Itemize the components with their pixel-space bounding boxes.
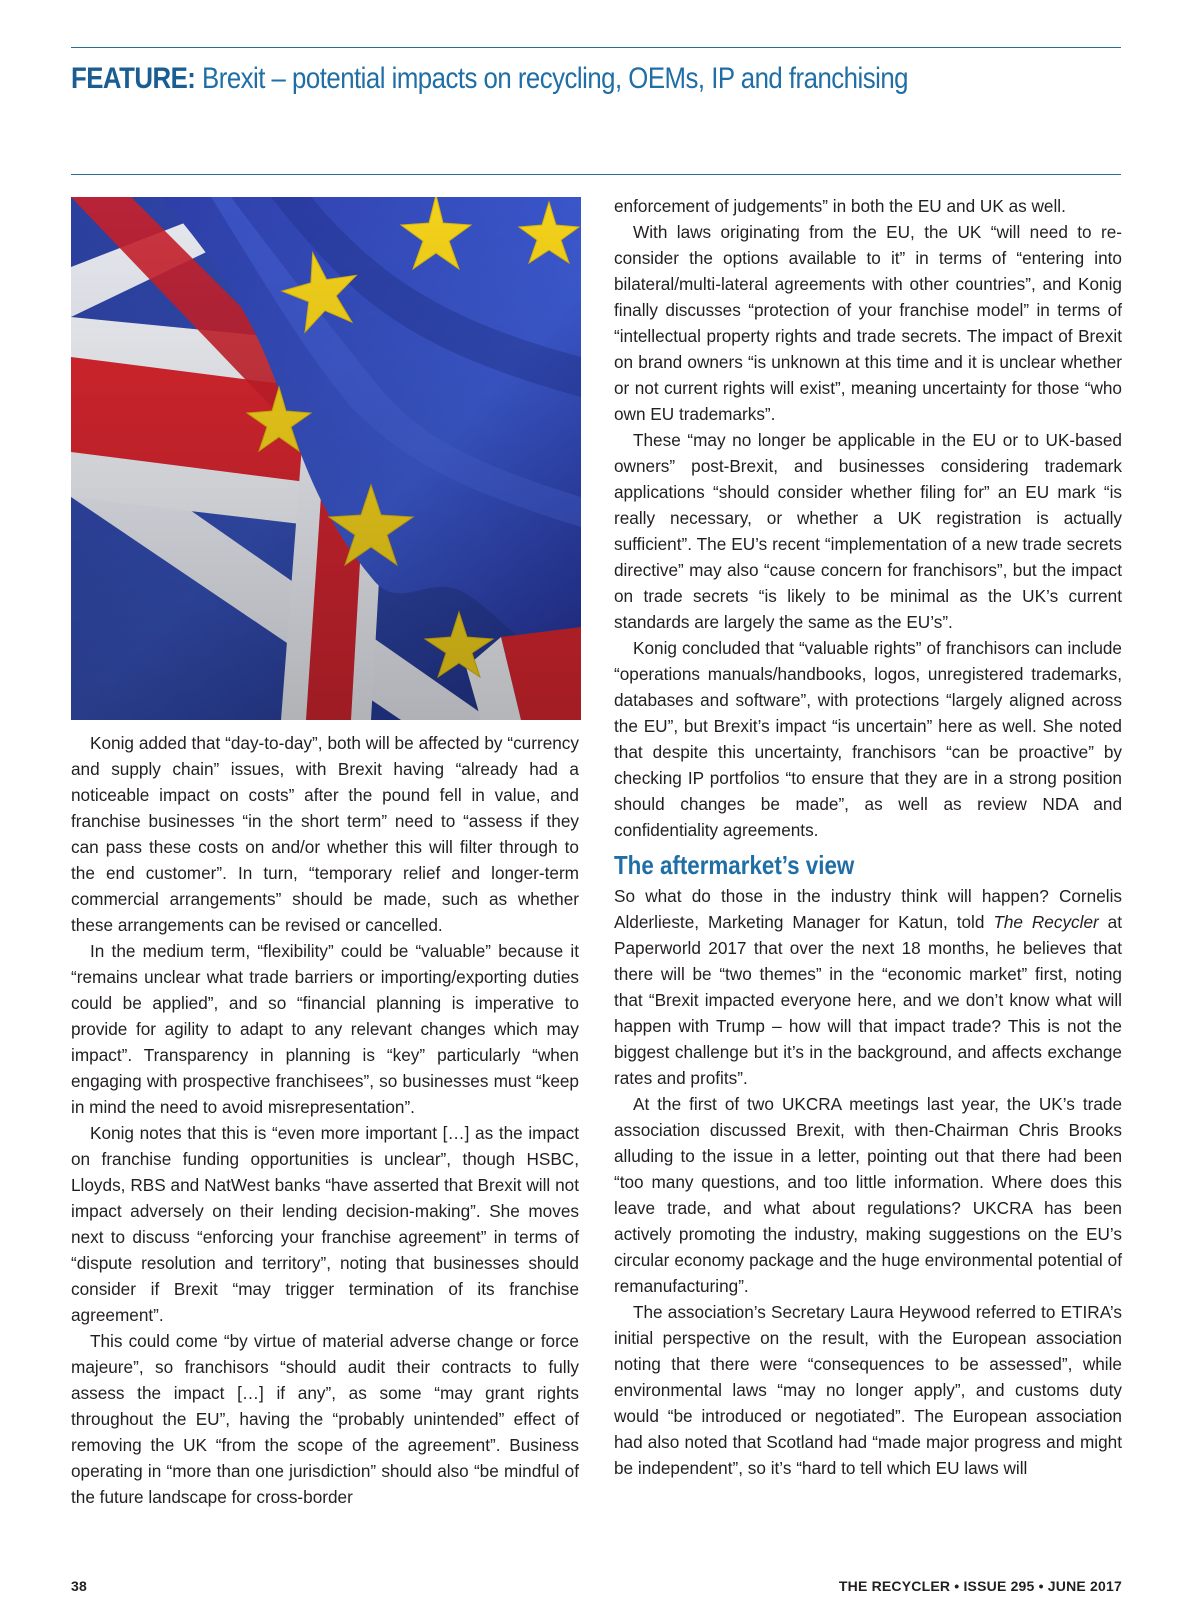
- page-headline: [71, 62, 974, 96]
- body-paragraph: Konig notes that this is “even more important […] as the impact on franchise funding opportunities is unclear”, though HSBC, Lloyds, RBS and NatWest banks “have asserted that Brexit will not impact adversely on their lending decision-making”. She moves next to discuss “enforcing your franchise agreement” in terms of “dispute resolution and territory”, noting that businesses should consider if Brexit “may trigger termination of its franchise agreement”.: [71, 1123, 579, 1325]
- body-paragraph: Konig added that “day-to-day”, both will be affected by “currency and supply chain” issues, with Brexit having “already had a noticeable impact on costs” after the pound fell in value, and franchise businesses “in the short term” need to “assess if they can pass these costs on and/or whether this will filter through to the end customer”. In turn, “temporary relief and longer-term commercial arrangements” should be made, such as whether these arrangements can be revised or cancelled.: [71, 733, 579, 935]
- left-column: [71, 730, 579, 1510]
- body-paragraph: In the medium term, “flexibility” could be “valuable” because it “remains unclear what trade barriers or importing/exporting duties could be applied”, and so “financial planning is imperative to provide for agility to adapt to any relevant changes which may impact”. Transparency in planning is “key” particularly “when engaging with prospective franchisees”, so businesses must “keep in mind the need to avoid misrepresentation”.: [71, 941, 579, 1117]
- aftermarket-intro-text: at Paperworld 2017 that over the next 18 months, he believes that there will be “two themes” in the “economic market” first, noting that “Brexit impacted everyone here, and we don’t know what will happen with Trump – how will that impact trade? This is not the biggest challenge but it’s in the background, and affects exchange rates and profits”.: [614, 912, 1123, 1088]
- continued-paragraph: enforcement of judgements” in both the EU and UK as well.: [614, 196, 1066, 216]
- body-paragraph: At the first of two UKCRA meetings last year, the UK’s trade association discussed Brexit, with then-Chairman Chris Brooks alluding to the issue in a letter, pointing out that there had been “too many questions, and too little information. Where does this leave trade, and what about regulations? UKCRA has been actively promoting the industry, making suggestions on the EU’s circular economy package and the huge environmental potential of remanufacturing”.: [614, 1094, 1122, 1296]
- header-bottom-rule: [71, 174, 1121, 175]
- body-paragraph: With laws originating from the EU, the UK “will need to re-consider the options available to it” in terms of “entering into bilateral/multi-lateral agreements with other countries”, and Konig finally discusses “protection of your franchise model” in terms of “intellectual property rights and trade secrets. The impact of Brexit on brand owners “is unknown at this time and it is unclear whether or not current rights will exist”, meaning uncertainty for those “who own EU trademarks”.: [614, 222, 1122, 424]
- right-column: [614, 193, 1122, 1481]
- aftermarket-intro-text: So what do those in the industry think will happen? Cornelis Alderlieste, Marketing Manager for Katun, told: [614, 886, 1122, 932]
- body-paragraph: [614, 883, 1122, 1091]
- body-paragraph: These “may no longer be applicable in the EU or to UK-based owners” post-Brexit, and businesses considering trademark applications “should consider whether filing for” an EU mark “is really necessary, or whether a UK registration is actually sufficient”. The EU’s recent “implementation of a new trade secrets directive” may also “cause concern for franchisors”, but the impact on trade secrets “is likely to be minimal as the UK’s current standards are largely the same as the EU’s”.: [614, 430, 1122, 632]
- body-paragraph: This could come “by virtue of material adverse change or force majeure”, so franchisors “should audit their contracts to fully assess the impact […] if any”, as some “may grant rights throughout the EU”, having the “probably unintended” effect of removing the UK “from the scope of the agreement”. Business operating in “more than one jurisdiction” should also “be mindful of the future landscape for cross-border: [71, 1331, 579, 1507]
- top-rule: [71, 47, 1121, 48]
- headline-label: FEATURE:: [71, 62, 196, 95]
- page-number: 38: [71, 1578, 87, 1594]
- body-paragraph: The association’s Secretary Laura Heywood referred to ETIRA’s initial perspective on the result, with the European association noting that there were “consequences to be assessed”, while environmental laws “may no longer apply”, and customs duty would “be introduced or negotiated”. The European association had also noted that Scotland had “made major progress and might be independent”, so it’s “hard to tell which EU laws will: [614, 1302, 1122, 1478]
- union-jack-and-eu-flag-image: [71, 197, 581, 720]
- publication-footer: THE RECYCLER • ISSUE 295 • JUNE 2017: [838, 1578, 1122, 1594]
- headline-title: Brexit – potential impacts on recycling, OEMs, IP and franchising: [202, 62, 908, 95]
- publication-name: The Recycler: [993, 912, 1099, 932]
- body-paragraph: Konig concluded that “valuable rights” of franchisors can include “operations manuals/handbooks, logos, unregistered trademarks, databases and software”, with protections “largely aligned across the EU”, but Brexit’s impact “is uncertain” here as well. She noted that despite this uncertainty, franchisors “can be proactive” by checking IP portfolios “to ensure that they are in a strong position should changes be made”, as well as review NDA and confidentiality agreements.: [614, 638, 1122, 840]
- section-subhead: The aftermarket’s view: [614, 850, 855, 880]
